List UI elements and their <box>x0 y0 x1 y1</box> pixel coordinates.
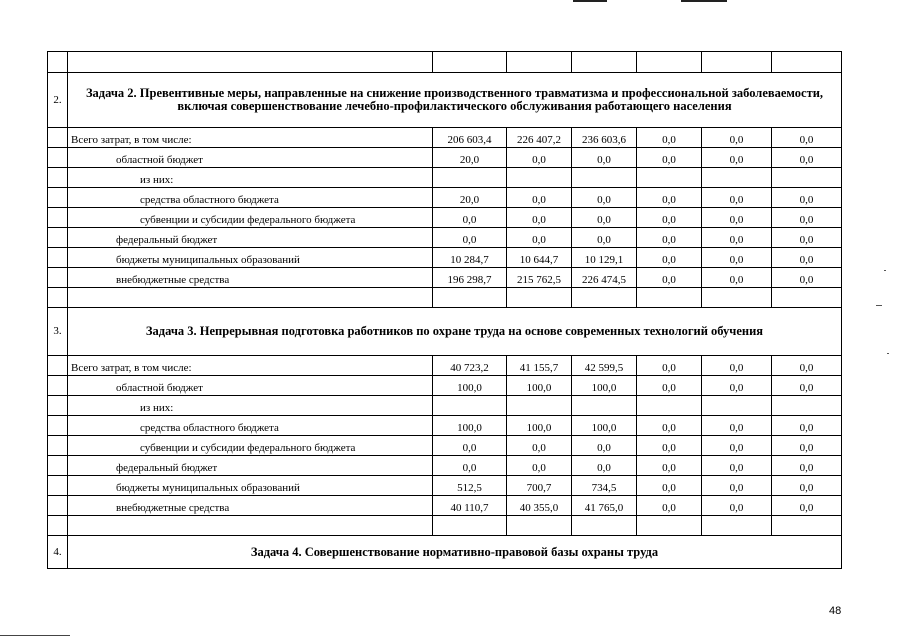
value-cell: 0,0 <box>702 188 772 208</box>
scan-speck <box>884 270 886 271</box>
budget-row <box>48 168 842 188</box>
budget-table <box>47 51 842 569</box>
task-title-row <box>48 308 842 356</box>
value-cell: 226 474,5 <box>572 268 637 288</box>
value-cell: 0,0 <box>637 356 702 376</box>
budget-row <box>48 188 842 208</box>
value-cell: 226 407,2 <box>507 128 572 148</box>
value-cell: 0,0 <box>772 268 842 288</box>
header-cell <box>637 52 702 73</box>
value-cell: 0,0 <box>702 476 772 496</box>
value-cell <box>572 396 637 416</box>
value-cell: 0,0 <box>507 188 572 208</box>
value-cell: 0,0 <box>637 248 702 268</box>
value-cell: 0,0 <box>572 208 637 228</box>
task-number: 3. <box>48 308 68 356</box>
value-cell: 40 110,7 <box>433 496 507 516</box>
value-cell: 0,0 <box>772 476 842 496</box>
budget-row <box>48 208 842 228</box>
blank-cell <box>772 516 842 536</box>
index-cell <box>48 496 68 516</box>
task-title: Задача 4. Совершенствование нормативно-правовой базы охраны труда <box>68 536 842 569</box>
value-cell: 0,0 <box>637 268 702 288</box>
index-cell <box>48 436 68 456</box>
value-cell: 42 599,5 <box>572 356 637 376</box>
value-cell: 700,7 <box>507 476 572 496</box>
blank-row <box>48 516 842 536</box>
value-cell: 0,0 <box>702 268 772 288</box>
index-cell <box>48 208 68 228</box>
table-body <box>48 52 842 569</box>
blank-cell <box>637 516 702 536</box>
value-cell: 40 355,0 <box>507 496 572 516</box>
value-cell: 0,0 <box>772 128 842 148</box>
row-label: областной бюджет <box>68 148 433 168</box>
index-cell <box>48 476 68 496</box>
value-cell: 0,0 <box>637 148 702 168</box>
blank-cell <box>507 516 572 536</box>
value-cell: 0,0 <box>702 148 772 168</box>
row-label: бюджеты муниципальных образований <box>68 248 433 268</box>
task-number: 4. <box>48 536 68 569</box>
value-cell: 0,0 <box>433 456 507 476</box>
index-cell <box>48 228 68 248</box>
value-cell: 10 129,1 <box>572 248 637 268</box>
budget-row <box>48 396 842 416</box>
value-cell: 100,0 <box>433 376 507 396</box>
value-cell: 0,0 <box>637 496 702 516</box>
task-number: 2. <box>48 73 68 128</box>
blank-cell <box>637 288 702 308</box>
value-cell: 10 284,7 <box>433 248 507 268</box>
budget-row <box>48 128 842 148</box>
value-cell: 0,0 <box>702 228 772 248</box>
value-cell: 512,5 <box>433 476 507 496</box>
value-cell: 0,0 <box>772 228 842 248</box>
index-cell <box>48 188 68 208</box>
index-cell <box>48 416 68 436</box>
value-cell: 0,0 <box>772 208 842 228</box>
value-cell: 20,0 <box>433 148 507 168</box>
scan-mark-left <box>573 0 607 2</box>
value-cell: 0,0 <box>702 456 772 476</box>
scan-speck <box>887 353 889 354</box>
value-cell: 0,0 <box>572 188 637 208</box>
value-cell: 0,0 <box>572 148 637 168</box>
budget-row <box>48 268 842 288</box>
budget-row <box>48 476 842 496</box>
value-cell: 215 762,5 <box>507 268 572 288</box>
index-cell <box>48 456 68 476</box>
value-cell <box>702 396 772 416</box>
value-cell: 100,0 <box>572 416 637 436</box>
index-cell <box>48 396 68 416</box>
header-cell <box>433 52 507 73</box>
row-label: из них: <box>68 168 433 188</box>
value-cell: 0,0 <box>772 356 842 376</box>
blank-cell <box>772 288 842 308</box>
value-cell: 0,0 <box>702 248 772 268</box>
value-cell: 100,0 <box>572 376 637 396</box>
value-cell: 0,0 <box>702 128 772 148</box>
budget-row <box>48 248 842 268</box>
value-cell: 0,0 <box>572 436 637 456</box>
value-cell: 0,0 <box>637 188 702 208</box>
header-cell <box>507 52 572 73</box>
row-label: Всего затрат, в том числе: <box>68 128 433 148</box>
value-cell: 0,0 <box>772 376 842 396</box>
value-cell: 0,0 <box>433 436 507 456</box>
value-cell: 0,0 <box>702 376 772 396</box>
task-title-row <box>48 536 842 569</box>
value-cell: 0,0 <box>637 376 702 396</box>
value-cell: 734,5 <box>572 476 637 496</box>
value-cell <box>637 168 702 188</box>
row-label: внебюджетные средства <box>68 496 433 516</box>
value-cell: 236 603,6 <box>572 128 637 148</box>
value-cell: 0,0 <box>772 248 842 268</box>
value-cell: 20,0 <box>433 188 507 208</box>
blank-cell <box>572 516 637 536</box>
blank-cell <box>433 288 507 308</box>
blank-cell <box>702 288 772 308</box>
budget-row <box>48 416 842 436</box>
value-cell <box>772 168 842 188</box>
scan-line <box>0 635 70 636</box>
value-cell: 0,0 <box>507 228 572 248</box>
task-title: Задача 3. Непрерывная подготовка работников по охране труда на основе современных технологий обучения <box>68 308 842 356</box>
blank-cell <box>48 516 68 536</box>
blank-cell <box>48 288 68 308</box>
value-cell: 10 644,7 <box>507 248 572 268</box>
index-cell <box>48 356 68 376</box>
value-cell: 0,0 <box>702 356 772 376</box>
value-cell <box>702 168 772 188</box>
page-number: 48 <box>829 605 842 617</box>
row-label: федеральный бюджет <box>68 456 433 476</box>
value-cell: 0,0 <box>772 416 842 436</box>
blank-cell <box>572 288 637 308</box>
budget-row <box>48 436 842 456</box>
value-cell: 0,0 <box>772 496 842 516</box>
value-cell: 0,0 <box>637 436 702 456</box>
value-cell: 0,0 <box>702 436 772 456</box>
value-cell <box>572 168 637 188</box>
index-cell <box>48 268 68 288</box>
value-cell: 0,0 <box>772 456 842 476</box>
value-cell: 0,0 <box>702 496 772 516</box>
blank-cell <box>433 516 507 536</box>
value-cell: 206 603,4 <box>433 128 507 148</box>
row-label: бюджеты муниципальных образований <box>68 476 433 496</box>
index-cell <box>48 248 68 268</box>
value-cell: 40 723,2 <box>433 356 507 376</box>
header-cell <box>572 52 637 73</box>
value-cell: 100,0 <box>507 416 572 436</box>
row-label: федеральный бюджет <box>68 228 433 248</box>
value-cell: 0,0 <box>637 416 702 436</box>
budget-row <box>48 148 842 168</box>
value-cell: 0,0 <box>507 436 572 456</box>
value-cell: 0,0 <box>637 128 702 148</box>
value-cell: 0,0 <box>572 228 637 248</box>
value-cell <box>433 168 507 188</box>
row-label: из них: <box>68 396 433 416</box>
row-label: средства областного бюджета <box>68 416 433 436</box>
value-cell: 0,0 <box>702 208 772 228</box>
value-cell: 0,0 <box>507 456 572 476</box>
budget-row <box>48 456 842 476</box>
row-label: субвенции и субсидии федерального бюджета <box>68 436 433 456</box>
value-cell: 0,0 <box>507 148 572 168</box>
budget-row <box>48 496 842 516</box>
value-cell: 196 298,7 <box>433 268 507 288</box>
row-label: Всего затрат, в том числе: <box>68 356 433 376</box>
blank-cell <box>68 516 433 536</box>
value-cell: 0,0 <box>637 476 702 496</box>
index-cell <box>48 148 68 168</box>
header-cell <box>772 52 842 73</box>
table-header-row <box>48 52 842 73</box>
row-label: областной бюджет <box>68 376 433 396</box>
index-cell <box>48 168 68 188</box>
budget-row <box>48 228 842 248</box>
task-title: Задача 2. Превентивные меры, направленные на снижение производственного травматизма и профессиональной заболеваемости, включая совершенствование лечебно-профилактического обслуживания работающего населения <box>68 73 842 128</box>
value-cell <box>433 396 507 416</box>
value-cell: 0,0 <box>433 228 507 248</box>
header-cell <box>68 52 433 73</box>
index-cell <box>48 376 68 396</box>
task-title-row <box>48 73 842 128</box>
blank-cell <box>68 288 433 308</box>
row-label: внебюджетные средства <box>68 268 433 288</box>
header-cell <box>48 52 68 73</box>
row-label: субвенции и субсидии федерального бюджета <box>68 208 433 228</box>
blank-row <box>48 288 842 308</box>
value-cell: 0,0 <box>572 456 637 476</box>
value-cell <box>772 396 842 416</box>
value-cell <box>507 168 572 188</box>
value-cell: 0,0 <box>702 416 772 436</box>
blank-cell <box>702 516 772 536</box>
value-cell: 100,0 <box>507 376 572 396</box>
scan-mark-right <box>681 0 727 2</box>
value-cell <box>637 396 702 416</box>
value-cell: 0,0 <box>637 208 702 228</box>
value-cell <box>507 396 572 416</box>
budget-row <box>48 376 842 396</box>
header-cell <box>702 52 772 73</box>
value-cell: 41 765,0 <box>572 496 637 516</box>
value-cell: 0,0 <box>637 228 702 248</box>
value-cell: 0,0 <box>433 208 507 228</box>
value-cell: 100,0 <box>433 416 507 436</box>
blank-cell <box>507 288 572 308</box>
value-cell: 0,0 <box>772 436 842 456</box>
value-cell: 0,0 <box>772 188 842 208</box>
budget-row <box>48 356 842 376</box>
value-cell: 0,0 <box>507 208 572 228</box>
value-cell: 0,0 <box>772 148 842 168</box>
index-cell <box>48 128 68 148</box>
value-cell: 0,0 <box>637 456 702 476</box>
value-cell: 41 155,7 <box>507 356 572 376</box>
scan-speck <box>876 305 882 306</box>
row-label: средства областного бюджета <box>68 188 433 208</box>
